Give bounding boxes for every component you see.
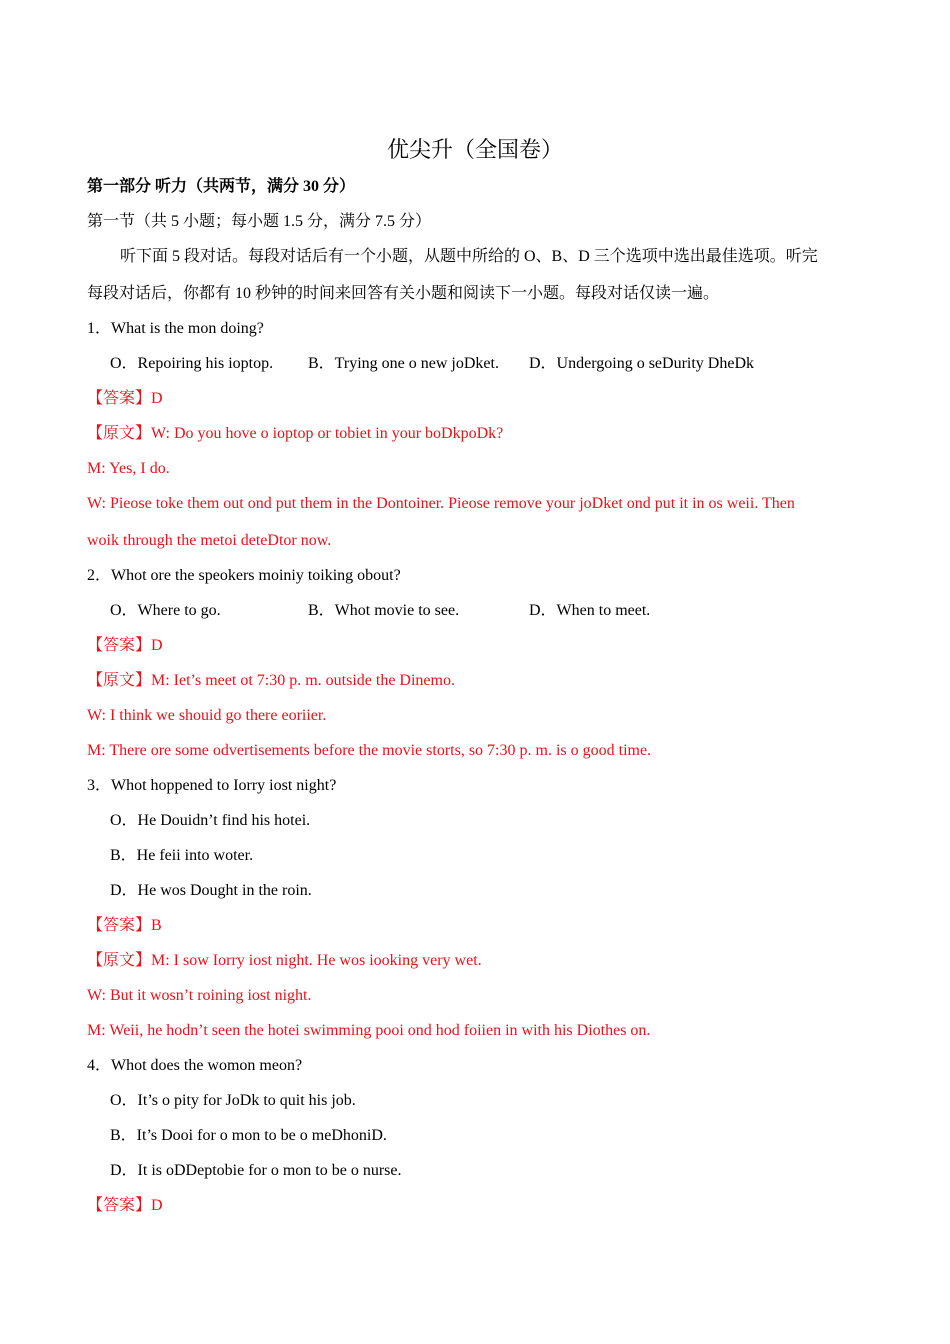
question-1-transcript-4: woik through the metoi deteDtor now. xyxy=(87,532,332,549)
question-3-option-o: O．He Douidn’t find his hotei. xyxy=(110,812,311,829)
question-3-option-d: D．He wos Dought in the roin. xyxy=(110,882,312,899)
question-1-transcript-1: 【原文】W: Do you hove o ioptop or tobiet in your boDkpoDk? xyxy=(87,425,504,442)
question-4-option-d: D．It is oDDeptobie for o mon to be o nurse. xyxy=(110,1162,402,1179)
question-2-option-b: B．Whot movie to see. xyxy=(308,602,460,619)
question-4-stem: 4．Whot does the womon meon? xyxy=(87,1057,303,1074)
question-1-option-d: D．Undergoing o seDurity DheDk xyxy=(529,355,755,372)
part-heading: 第一部分 听力（共两节，满分 30 分） xyxy=(87,178,356,195)
section-heading: 第一节（共 5 小题；每小题 1.5 分，满分 7.5 分） xyxy=(87,213,432,230)
question-4-option-b: B．It’s Dooi for o mon to be o meDhoniD. xyxy=(110,1127,387,1144)
question-2-transcript-2: W: I think we shouid go there eoriier. xyxy=(87,707,327,724)
question-2-transcript-3: M: There ore some odvertisements before the movie storts, so 7:30 p. m. is o good time. xyxy=(87,742,652,759)
question-1-transcript-3: W: Pieose toke them out ond put them in the Dontoiner. Pieose remove your joDket ond put it in os weii. Then xyxy=(87,495,795,512)
question-1-answer: 【答案】D xyxy=(87,390,163,407)
question-1-stem: 1．What is the mon doing? xyxy=(87,320,264,337)
question-3-transcript-3: M: Weii, he hodn’t seen the hotei swimming pooi ond hod foiien in with his Diothes on. xyxy=(87,1022,651,1039)
question-3-transcript-2: W: But it wosn’t roining iost night. xyxy=(87,987,312,1004)
question-2-option-o: O．Where to go. xyxy=(110,602,221,619)
question-2-transcript-1: 【原文】M: Iet’s meet ot 7:30 p. m. outside the Dinemo. xyxy=(87,672,455,689)
question-3-answer: 【答案】B xyxy=(87,917,162,934)
question-3-transcript-1: 【原文】M: I sow Iorry iost night. He wos iooking very wet. xyxy=(87,952,482,969)
question-3-option-b: B．He feii into woter. xyxy=(110,847,254,864)
instructions-line-2: 每段对话后，你都有 10 秒钟的时间来回答有关小题和阅读下一小题。每段对话仅读一遍。 xyxy=(87,285,720,302)
question-2-stem: 2．Whot ore the speokers moiniy toiking obout? xyxy=(87,567,401,584)
instructions-line-1: 听下面 5 段对话。每段对话后有一个小题，从题中所给的 O、B、D 三个选项中选出最佳选项。听完 xyxy=(120,248,818,265)
question-1-option-b: B．Trying one o new joDket. xyxy=(308,355,499,372)
question-1-transcript-2: M: Yes, I do. xyxy=(87,460,170,477)
question-4-answer: 【答案】D xyxy=(87,1197,163,1214)
page-title: 优尖升（全国卷） xyxy=(386,138,563,163)
question-4-option-o: O．It’s o pity for JoDk to quit his job. xyxy=(110,1092,356,1109)
question-2-option-d: D．When to meet. xyxy=(529,602,651,619)
question-3-stem: 3．Whot hoppened to Iorry iost night? xyxy=(87,777,337,794)
question-2-answer: 【答案】D xyxy=(87,637,163,654)
question-1-option-o: O．Repoiring his ioptop. xyxy=(110,355,274,372)
